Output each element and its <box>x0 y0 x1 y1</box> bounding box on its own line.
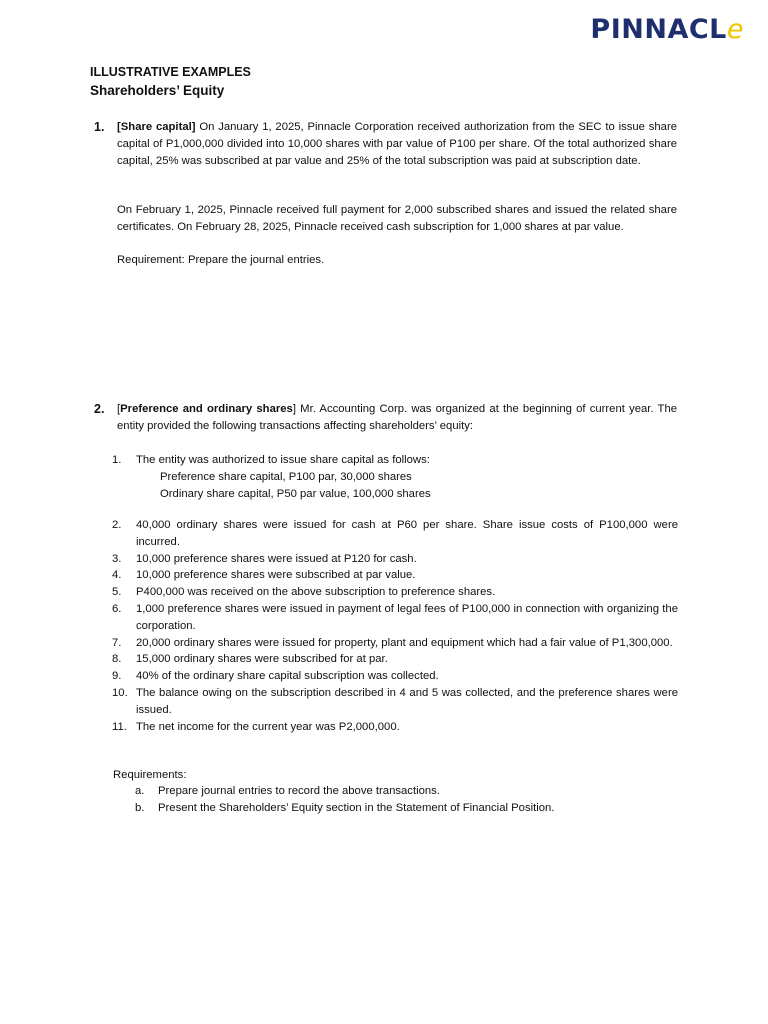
logo-text: PINNACL <box>590 14 727 45</box>
problem2-intro: [Preference and ordinary shares] Mr. Accounting Corp. was organized at the beginning of current year. The entity provided the following transactions affecting shareholders’ equity: <box>117 403 678 432</box>
list-item: 7. 20,000 ordinary shares were issued for property, plant and equipment which had a fair value of P1,300,000. <box>112 636 673 649</box>
list-item: 4. 10,000 preference shares were subscribed at par value. <box>112 569 416 582</box>
problem1-text1: On January 1, 2025, Pinnacle Corporation received authorization from the SEC to issue share capital of P1,000,000 divided into 10,000 shares with par value of P100 per share. Of the total authorized share capital, 25% was subscribed at par value and 25% of the total subscription was paid at subscription date. <box>117 121 678 167</box>
list-item: 9. 40% of the ordinary share capital subscription was collected. <box>112 670 439 683</box>
list-item: b. Present the Shareholders’ Equity section in the Statement of Financial Position. <box>135 801 555 814</box>
problem2-number: 2. <box>94 402 105 416</box>
sub-item-ordinary: Ordinary share capital, P50 par value, 100,000 shares <box>160 487 431 500</box>
problem2-transactions <box>112 517 678 735</box>
problem2-intro-text: Mr. Accounting Corp. was organized at the beginning of current year. The entity provided the following transactions affecting shareholders’ equity: <box>117 403 678 432</box>
page-subtitle: Shareholders’ Equity <box>90 83 225 98</box>
problem1-tag: Share capital <box>120 121 192 133</box>
list-item: 3. 10,000 preference shares were issued at P120 for cash. <box>112 552 417 565</box>
problem1-paragraph2: On February 1, 2025, Pinnacle received full payment for 2,000 subscribed shares and issued the related share certificates. On February 28, 2025, Pinnacle received cash subscription for 1,000 shares at par value. <box>117 204 677 233</box>
page-title: ILLUSTRATIVE EXAMPLES <box>90 65 251 79</box>
problem1-paragraph1: [Share capital] On January 1, 2025, Pinnacle Corporation received authorization from the SEC to issue share capital of P1,000,000 divided into 10,000 shares with par value of P100 per share. Of the total authorized share capital, 25% was subscribed at par value and 25% of the total subscription was paid at subscription date. <box>117 121 678 167</box>
problem2-item1 <box>112 452 678 502</box>
list-item: 10. The balance owing on the subscription described in 4 and 5 was collected, and the preference shares were issued. <box>112 686 678 716</box>
pinnacle-logo <box>590 14 744 45</box>
logo-accent: e <box>726 14 744 45</box>
sub-item-preference: Preference share capital, P100 par, 30,000 shares <box>160 470 412 483</box>
list-item: 5. P400,000 was received on the above subscription to preference shares. <box>112 586 496 599</box>
list-item: 8. 15,000 ordinary shares were subscribed for at par. <box>112 653 388 666</box>
requirements-list <box>135 783 554 817</box>
problem1-number: 1. <box>94 120 105 134</box>
requirements-label: Requirements: <box>113 769 187 781</box>
list-item: 2. 40,000 ordinary shares were issued for cash at P60 per share. Share issue costs of P100,000 were incurred. <box>112 519 678 548</box>
problem1-requirement: Requirement: Prepare the journal entries. <box>117 254 325 266</box>
list-item: 1. The entity was authorized to issue share capital as follows: Preference share capital, P100 par, 30,000 shares Ordinary share capital, P50 par value, 100,000 shares <box>112 452 678 502</box>
list-item: 6. 1,000 preference shares were issued in payment of legal fees of P100,000 in connection with organizing the corporation. <box>112 602 678 632</box>
problem2-tag: Preference and ordinary shares <box>120 403 293 415</box>
list-item: a. Prepare journal entries to record the above transactions. <box>135 785 440 797</box>
list-item: 11. The net income for the current year was P2,000,000. <box>112 720 400 733</box>
